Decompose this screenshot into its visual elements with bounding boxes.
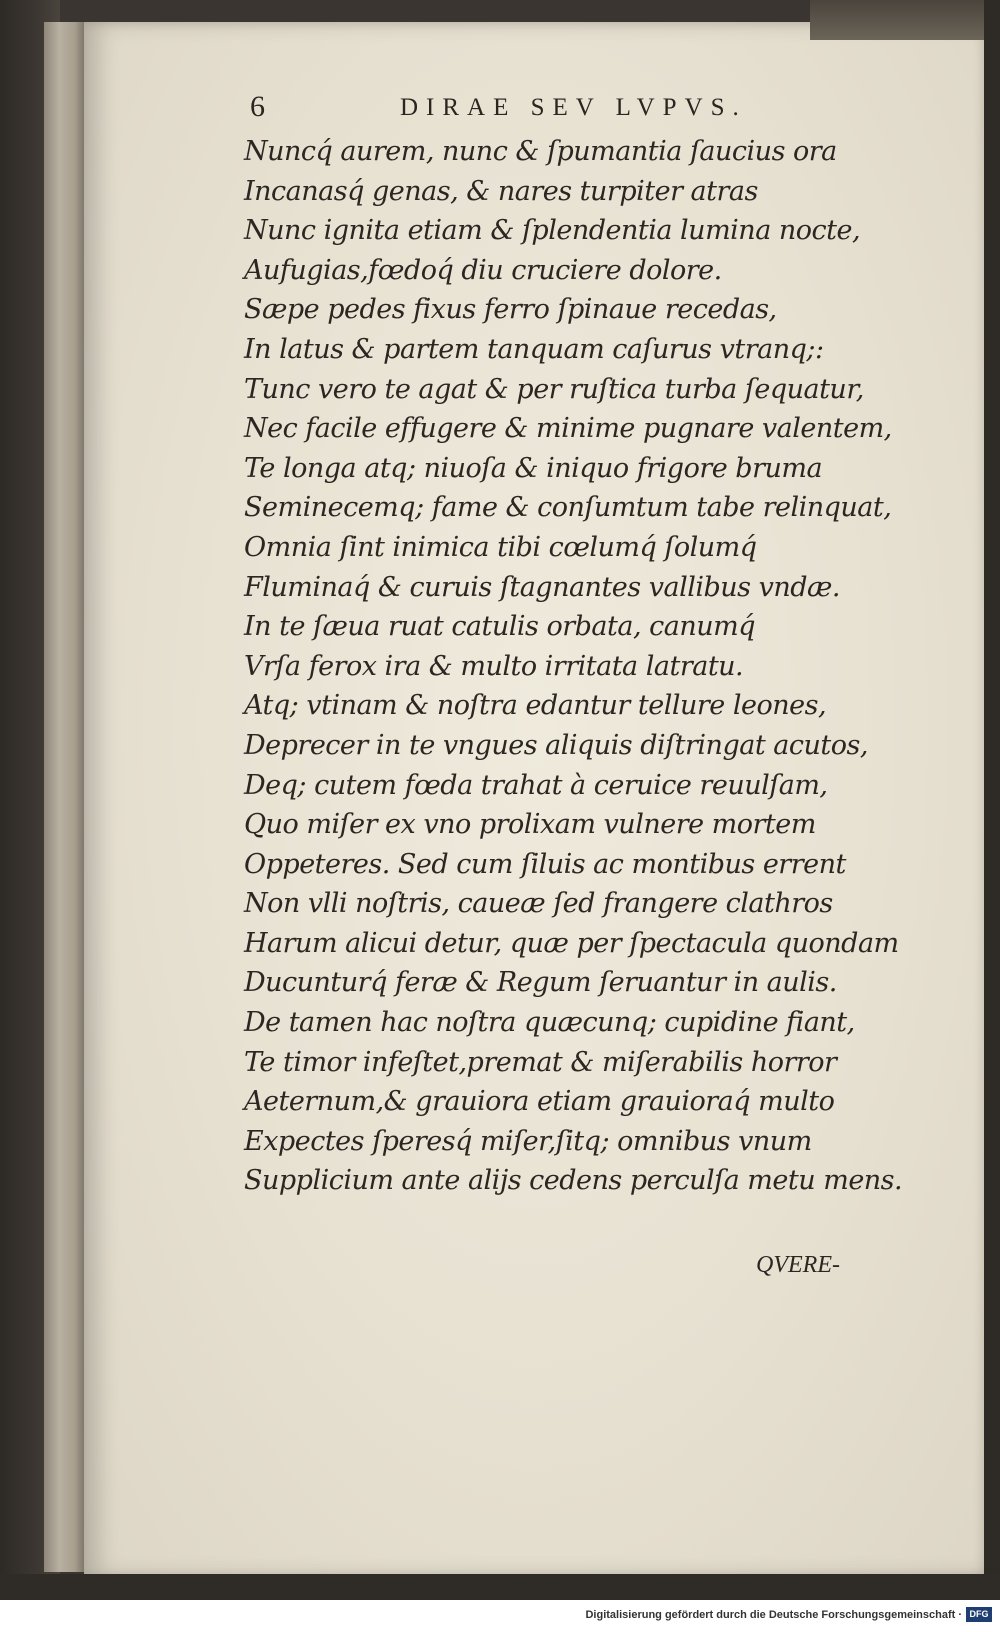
verse-line: Expectes ſperesq́ miſer,ſitq; omnibus vnum [244,1125,812,1157]
dfg-logo: DFG [966,1607,992,1622]
verse-line: Fluminaq́ & curuis ſtagnantes vallibus vndæ. [244,571,840,603]
running-title: DIRAE SEV LVPVS. [400,94,747,121]
verse-line: Non vlli noſtris, caueæ ſed frangere clathros [244,888,833,920]
scan-background-right [984,0,1000,1600]
verse-line: Atq; vtinam & noſtra edantur tellure leones, [244,690,827,722]
scan-background-top-right [810,0,1000,40]
verse-line: Te longa atq; niuoſa & iniquo frigore bruma [244,452,823,484]
verse-line: Aeternum,& grauiora etiam grauioraq́ multo [244,1086,835,1118]
verse-line: Quo miſer ex vno prolixam vulnere mortem [244,809,816,841]
funding-credit: Digitalisierung gefördert durch die Deutsche Forschungsgemeinschaft · [585,1609,962,1621]
verse-line: Harum alicui detur, quæ per ſpectacula quondam [244,927,899,959]
scan-background-bottom [0,1574,1000,1600]
verse-line: Seminecemq; fame & conſumtum tabe relinquat, [244,492,892,524]
verse-line: Nuncq́ aurem, nunc & ſpumantia ſaucius ora [244,136,837,167]
verse-line: In latus & partem tanquam caſurus vtranq;: [244,333,824,365]
verse-line: De tamen hac noſtra quæcunq; cupidine fiant, [244,1007,855,1039]
verse-line: Incanasq́ genas, & nares turpiter atras [244,175,758,207]
page-number: 6 [250,90,265,123]
verse-line: Oppeteres. Sed cum ſiluis ac montibus errent [244,848,846,880]
catchword: QVERE- [756,1252,840,1278]
verse-line: Nec facile effugere & minime pugnare valentem, [244,413,892,445]
footer-bar [0,1600,1000,1632]
verse-line: Sæpe pedes fixus ferro ſpinaue recedas, [244,294,777,326]
verse-line: Aufugias,fœdoq́ diu cruciere dolore. [244,254,722,286]
verse-line: Tunc vero te agat & per ruſtica turba ſequatur, [244,373,864,405]
verse-line: Deq; cutem fœda trahat à ceruice reuulſam, [244,769,828,801]
page-header [250,90,770,130]
verse-line: Ducunturq́ feræ & Regum ſeruantur in aulis. [244,967,837,999]
verse-line: Supplicium ante aliјs cedens perculſa metu mens. [244,1165,903,1197]
verse-line: In te ſæua ruat catulis orbata, canumq́ [244,611,756,643]
verse-line: Vrſa ferox ira & multo irritata latratu. [244,650,744,682]
book-board-edge [44,22,88,1572]
verse-line: Deprecer in te vngues aliquis diſtringat acutos, [244,729,868,761]
verse-line: Te timor infeſtet,premat & miſerabilis horror [244,1046,837,1078]
verse-block [244,132,914,1201]
verse-line: Omnia ſint inimica tibi cœlumq́ ſolumq́ [244,531,757,563]
verse-line: Nunc ignita etiam & ſplendentia lumina nocte, [244,215,861,247]
